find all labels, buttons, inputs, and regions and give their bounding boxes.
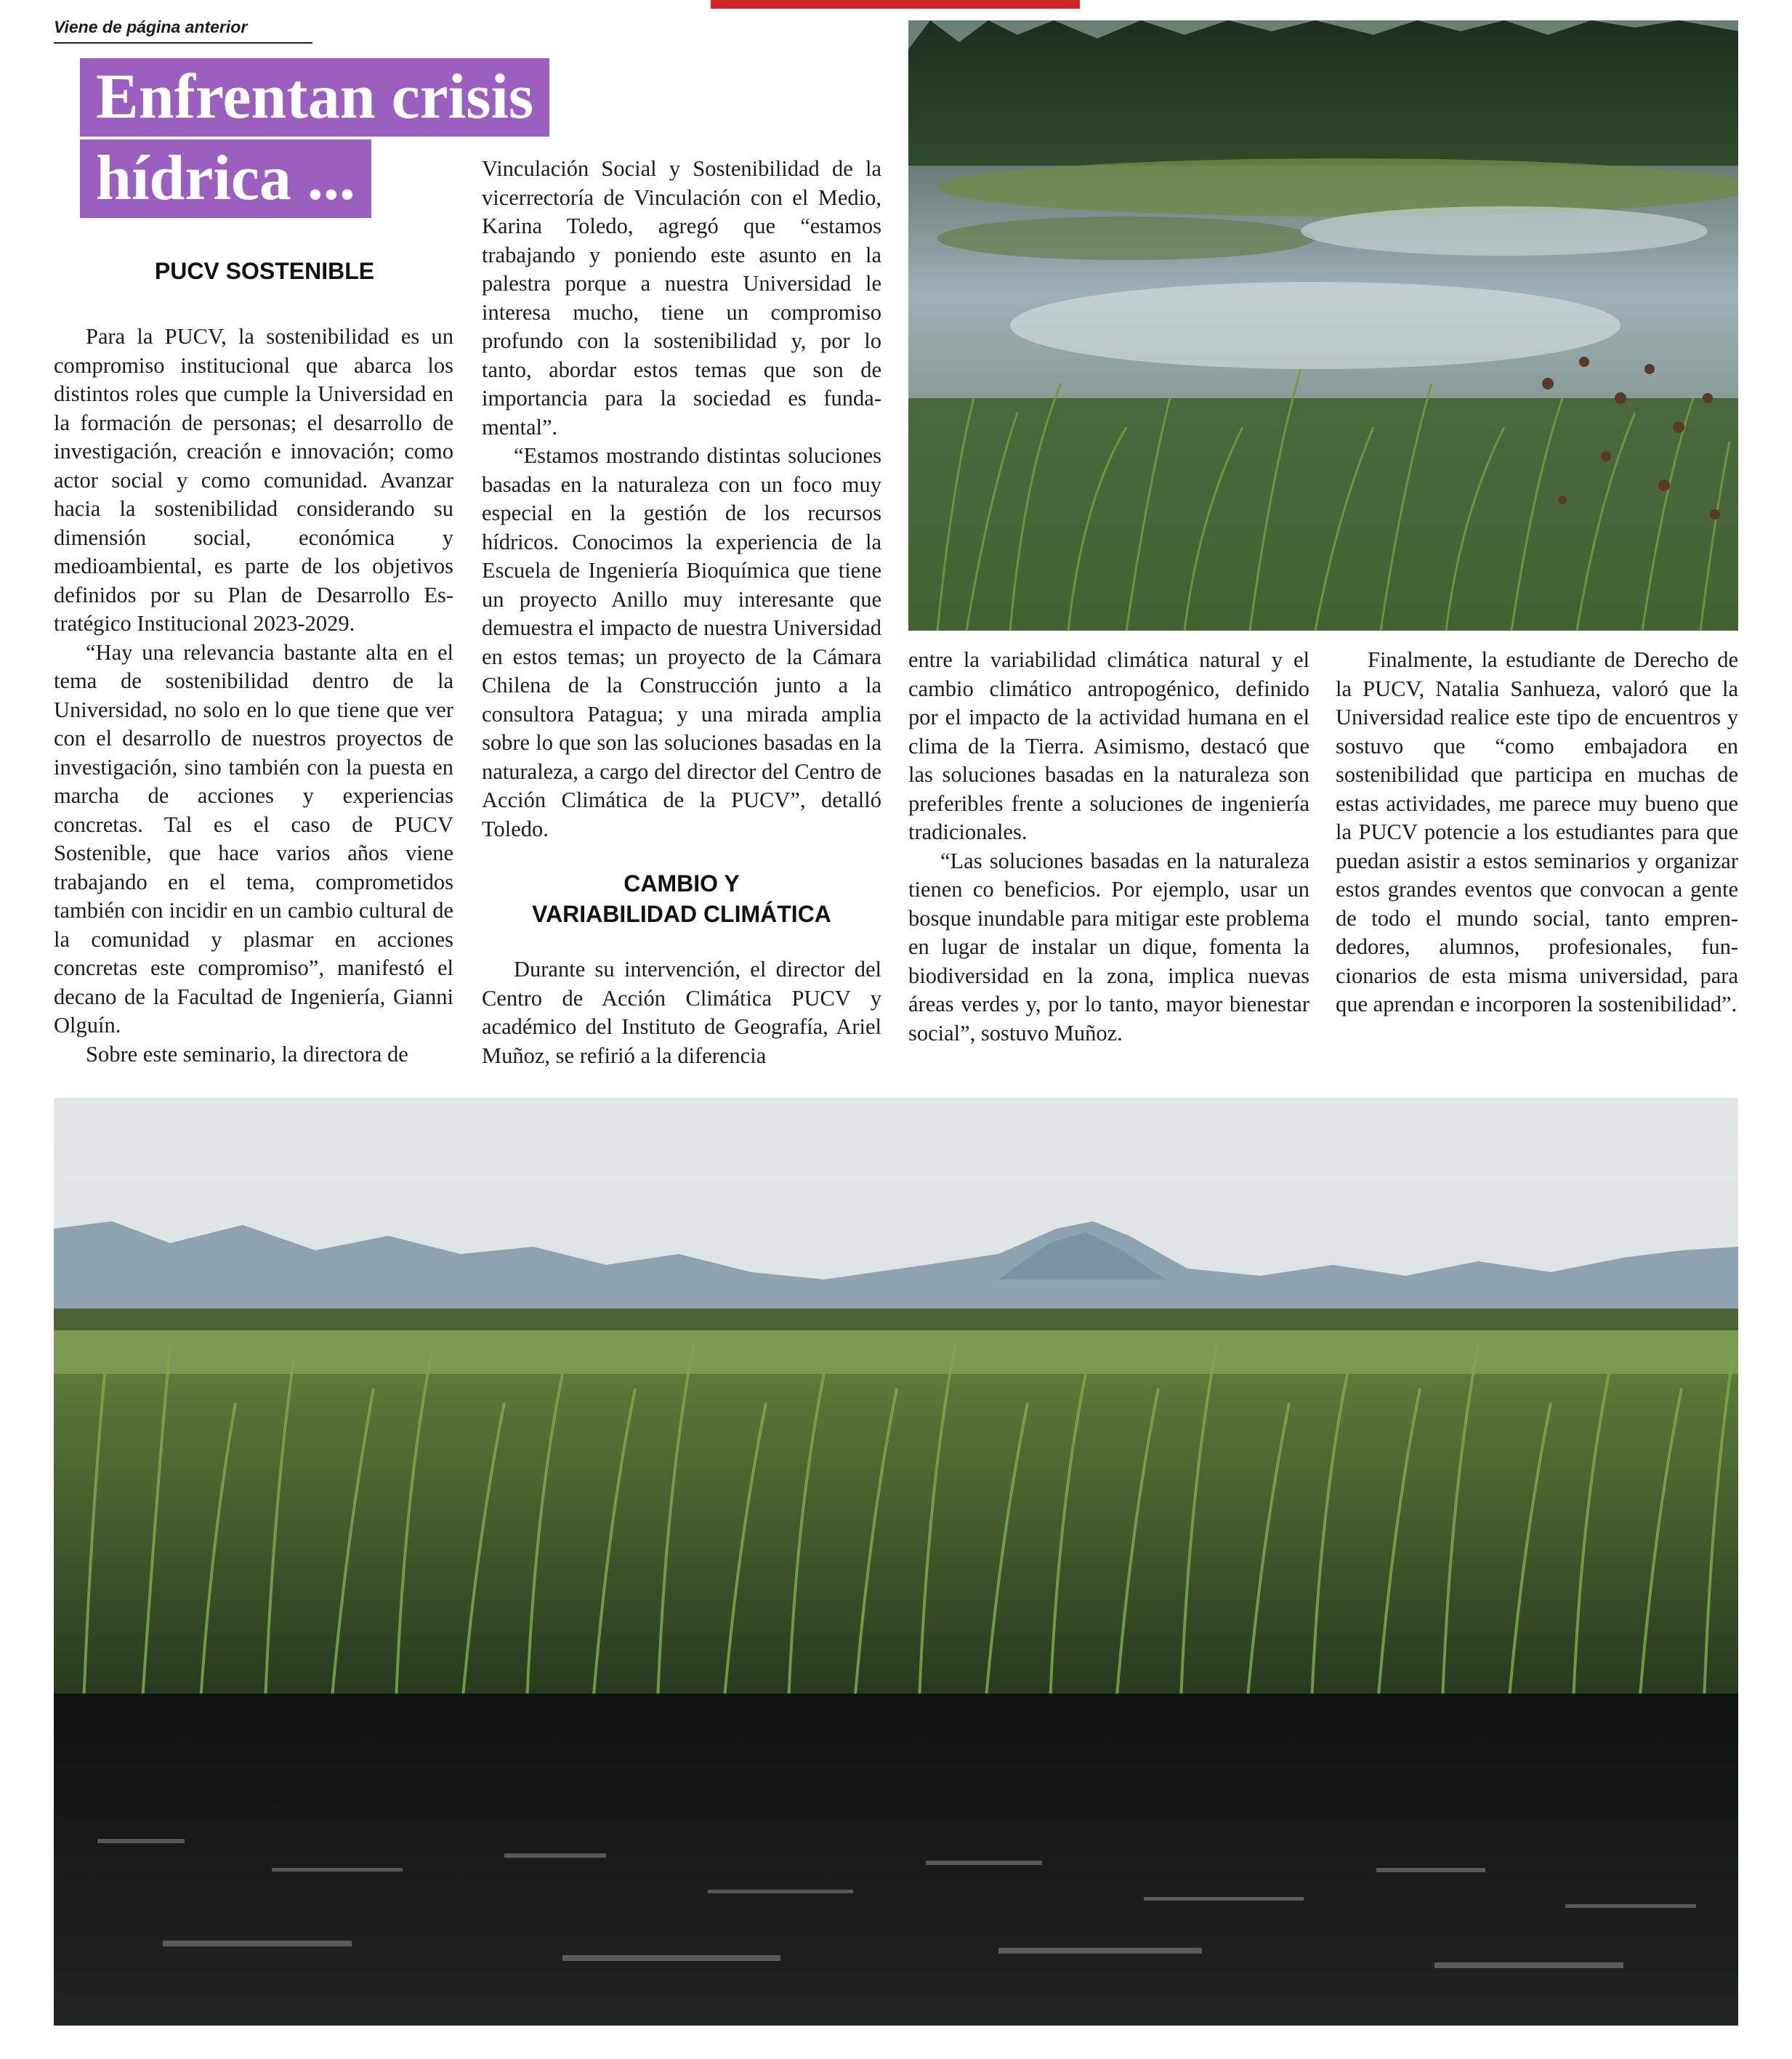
col1-paragraph-1: Para la PUCV, la sostenibilidad es un compromiso institucional que abarca los distintos roles que cumple la Universidad en la formación de personas; el desarrollo de investigación, creación e innovación; como actor social y como comunidad. Avanzar hacia la sostenibilidad considerando su dimensión social, económica y medioambiental, es parte de los objetivos definidos por su Plan de Desarrollo Estratégico Institucional 2023-2029. [54, 324, 453, 636]
reeds-illustration [54, 1098, 1738, 2026]
subhead-line-2: VARIABILIDAD CLIMÁTICA [532, 901, 831, 927]
pond-illustration [908, 20, 1738, 631]
subhead-line-1: CAMBIO Y [623, 870, 740, 897]
column-4 [1336, 646, 1738, 1019]
column-3 [908, 646, 1309, 1048]
col2-paragraph-1: Vinculación Social y Sostenibilidad de la vicerrectoría de Vinculación con el Medio, Karina Toledo, agregó que “estamos trabajando y poniendo este asunto en la palestra porque a nuestra Universidad le interesa mucho, tiene un compromiso profundo con la sostenibilidad y, por lo tanto, abordar estos temas que son de importancia para la sociedad es fundamental”. [482, 156, 881, 440]
headline-line-1: Enfrentan crisis [80, 58, 549, 137]
continuation-kicker: Viene de página anterior [54, 15, 312, 44]
column-1 [54, 256, 453, 1069]
photo-reeds-mountains [54, 1098, 1738, 2026]
col2-paragraph-2: “Estamos mostrando distintas soluciones basadas en la naturaleza con un foco muy especial en la gestión de los recursos hídricos. Conocimos la experiencia de la Escuela de Ingeniería Bioquímica que tiene un proyecto Anillo muy interesante que demuestra el impacto de nuestra Universidad en estos temas; un proyecto de la Cámara Chilena de la Construcción junto a la consultora Patagua; y una mirada amplia sobre lo que son las soluciones basadas en la naturaleza, a cargo del director del Centro de Acción Climática de la PUCV”, detalló Toledo. [482, 443, 881, 841]
col1-paragraph-3: Sobre este seminario, la directora de [86, 1041, 408, 1067]
col1-paragraph-2: “Hay una relevancia bastante alta en el tema de sostenibilidad dentro de la Universidad, no solo en lo que tiene que ver con el desarrollo de nuestros proyectos de investigación, sino también con la puesta en marcha de acciones y experiencias concretas. Tal es el caso de PUCV Sostenible, que hace varios años viene trabajando en el tema, comprometidos también con incidir en un cambio cultural de la comunidad y plasmar en acciones concretas este compromiso”, manifestó el decano de la Facultad de Ingeniería, Gianni Olguín. [54, 639, 453, 1037]
top-red-bar [711, 0, 1080, 9]
col4-paragraph-1: Finalmente, la estudiante de Derecho de la PUCV, Natalia Sanhueza, valoró que la Universidad realice este tipo de encuentros y sostuvo que “como embajadora en sostenibilidad que participa en muchas de estas actividades, me parece muy bueno que la PUCV potencie a los estudiantes para que puedan asistir a estos seminarios y organizar estos grandes eventos que convocan a gente de todo el mundo social, tanto emprendedores, alumnos, profesionales, funcionarios de esta misma universidad, para que aprendan e incorporen la sostenibilidad”. [1336, 647, 1738, 1016]
headline-line-2: hídrica ... [80, 139, 371, 218]
col3-paragraph-1: entre la variabilidad climática natural y el cambio climático antropogénico, definido por el impacto de la actividad humana en el clima de la Tierra. Asimismo, destacó que las soluciones basadas en la naturaleza son preferibles frente a soluciones de ingeniería tradicionales. [908, 647, 1309, 844]
subhead-cambio-variabilidad [482, 868, 881, 929]
col2-paragraph-3: Durante su intervención, el director del Centro de Acción Climática PUCV y académico del Instituto de Geografía, Ariel Muñoz, se refirió a la diferencia [482, 957, 881, 1068]
col3-paragraph-2: “Las soluciones basadas en la naturaleza tienen co beneficios. Por ejemplo, usar un bosque inundable para mitigar este problema en lugar de instalar un dique, fomenta la biodiversidad en la zona, implica nuevas áreas verdes y, por lo tanto, mayor bienestar social”, sostuvo Muñoz. [908, 848, 1309, 1045]
photo-pond-reeds [908, 20, 1738, 631]
column-2 [482, 155, 881, 1070]
subhead-pucv-sostenible: PUCV SOSTENIBLE [154, 258, 375, 284]
